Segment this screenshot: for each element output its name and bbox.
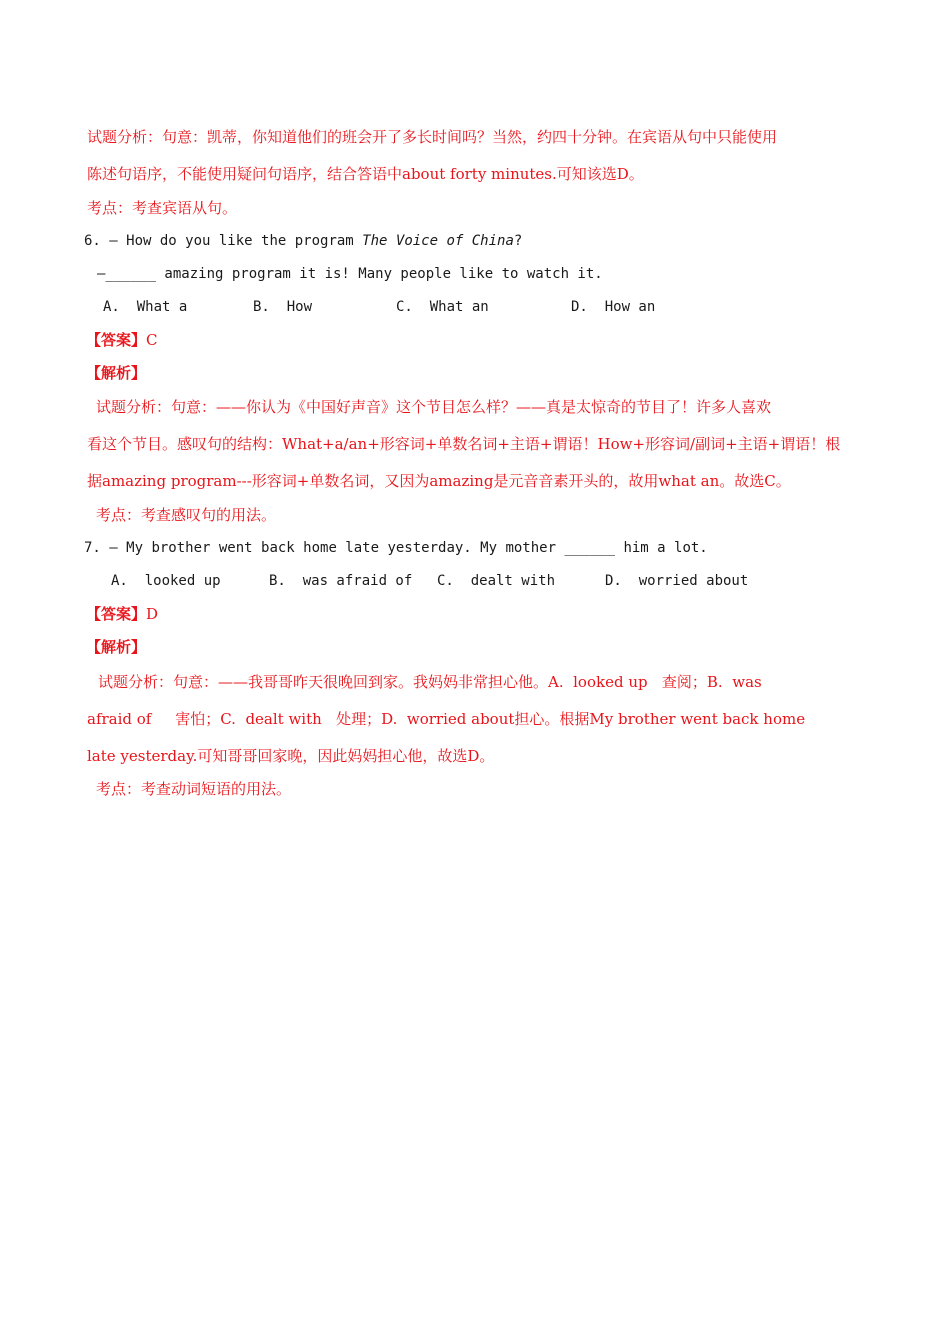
q7-answer-label: 【答案】	[86, 605, 147, 623]
q7-stem-text: — My brother went back home late yesterday. My mother ______ him a lot.	[109, 540, 708, 556]
q6-reply: —______ amazing program it is! Many people like to watch it.	[97, 266, 603, 282]
q7-answer	[86, 604, 158, 624]
q7-option-a: A. looked up	[111, 573, 221, 589]
q6-stem-suffix: ?	[513, 233, 523, 249]
q6-analysis-line-2: 看这个节目。感叹句的结构：What+a/an+形容词+单数名词+主语+谓语！How+形容词/副词+主语+谓语！根	[87, 435, 841, 453]
q6-option-a: A. What a	[103, 299, 188, 315]
q7-analysis-line-3: late yesterday.可知哥哥回家晚，因此妈妈担心他，故选D。	[87, 747, 495, 765]
q7-point: 考点：考查动词短语的用法。	[96, 780, 292, 798]
q7-analysis-line-2: afraid of 害怕；C. dealt with 处理；D. worried about担心。根据My brother went back home	[87, 710, 806, 728]
q7-number: 7.	[84, 540, 101, 556]
q6-stem	[84, 231, 522, 251]
q6-analysis-label: 【解析】	[86, 364, 147, 382]
q7-analysis-label: 【解析】	[86, 638, 147, 656]
q7-option-d: D. worried about	[605, 573, 749, 589]
q6-answer	[86, 330, 158, 350]
q6-stem-prefix: — How do you like the program	[109, 233, 363, 249]
q6-answer-value: C	[146, 331, 158, 349]
q6-option-b: B. How	[253, 299, 313, 315]
q7-option-b: B. was afraid of	[269, 573, 413, 589]
q7-option-c: C. dealt with	[437, 573, 556, 589]
q6-option-c: C. What an	[396, 299, 489, 315]
q6-analysis-line-1: 试题分析：句意：——你认为《中国好声音》这个节目怎么样？——真是太惊奇的节目了！许多人喜欢	[96, 398, 772, 416]
q7-stem	[84, 538, 708, 558]
q6-option-d: D. How an	[571, 299, 656, 315]
q6-point: 考点：考查感叹句的用法。	[96, 506, 277, 524]
q6-analysis-line-3: 据amazing program---形容词+单数名词，又因为amazing是元音音素开头的，故用what an。故选C。	[87, 472, 791, 490]
q6-answer-label: 【答案】	[86, 331, 147, 349]
q5-analysis-line-2: 陈述句语序，不能使用疑问句语序，结合答语中about forty minutes.可知该选D。	[87, 165, 644, 183]
q5-analysis-line-1: 试题分析：句意：凯蒂，你知道他们的班会开了多长时间吗？当然，约四十分钟。在宾语从句中只能使用	[87, 128, 778, 146]
q7-analysis-line-1: 试题分析：句意：——我哥哥昨天很晚回到家。我妈妈非常担心他。A. looked up 查阅；B. was	[98, 673, 762, 691]
q6-number: 6.	[84, 233, 101, 249]
q5-point: 考点：考查宾语从句。	[87, 199, 238, 217]
q6-program-title: The Voice of China	[362, 233, 514, 249]
q7-answer-value: D	[146, 605, 159, 623]
